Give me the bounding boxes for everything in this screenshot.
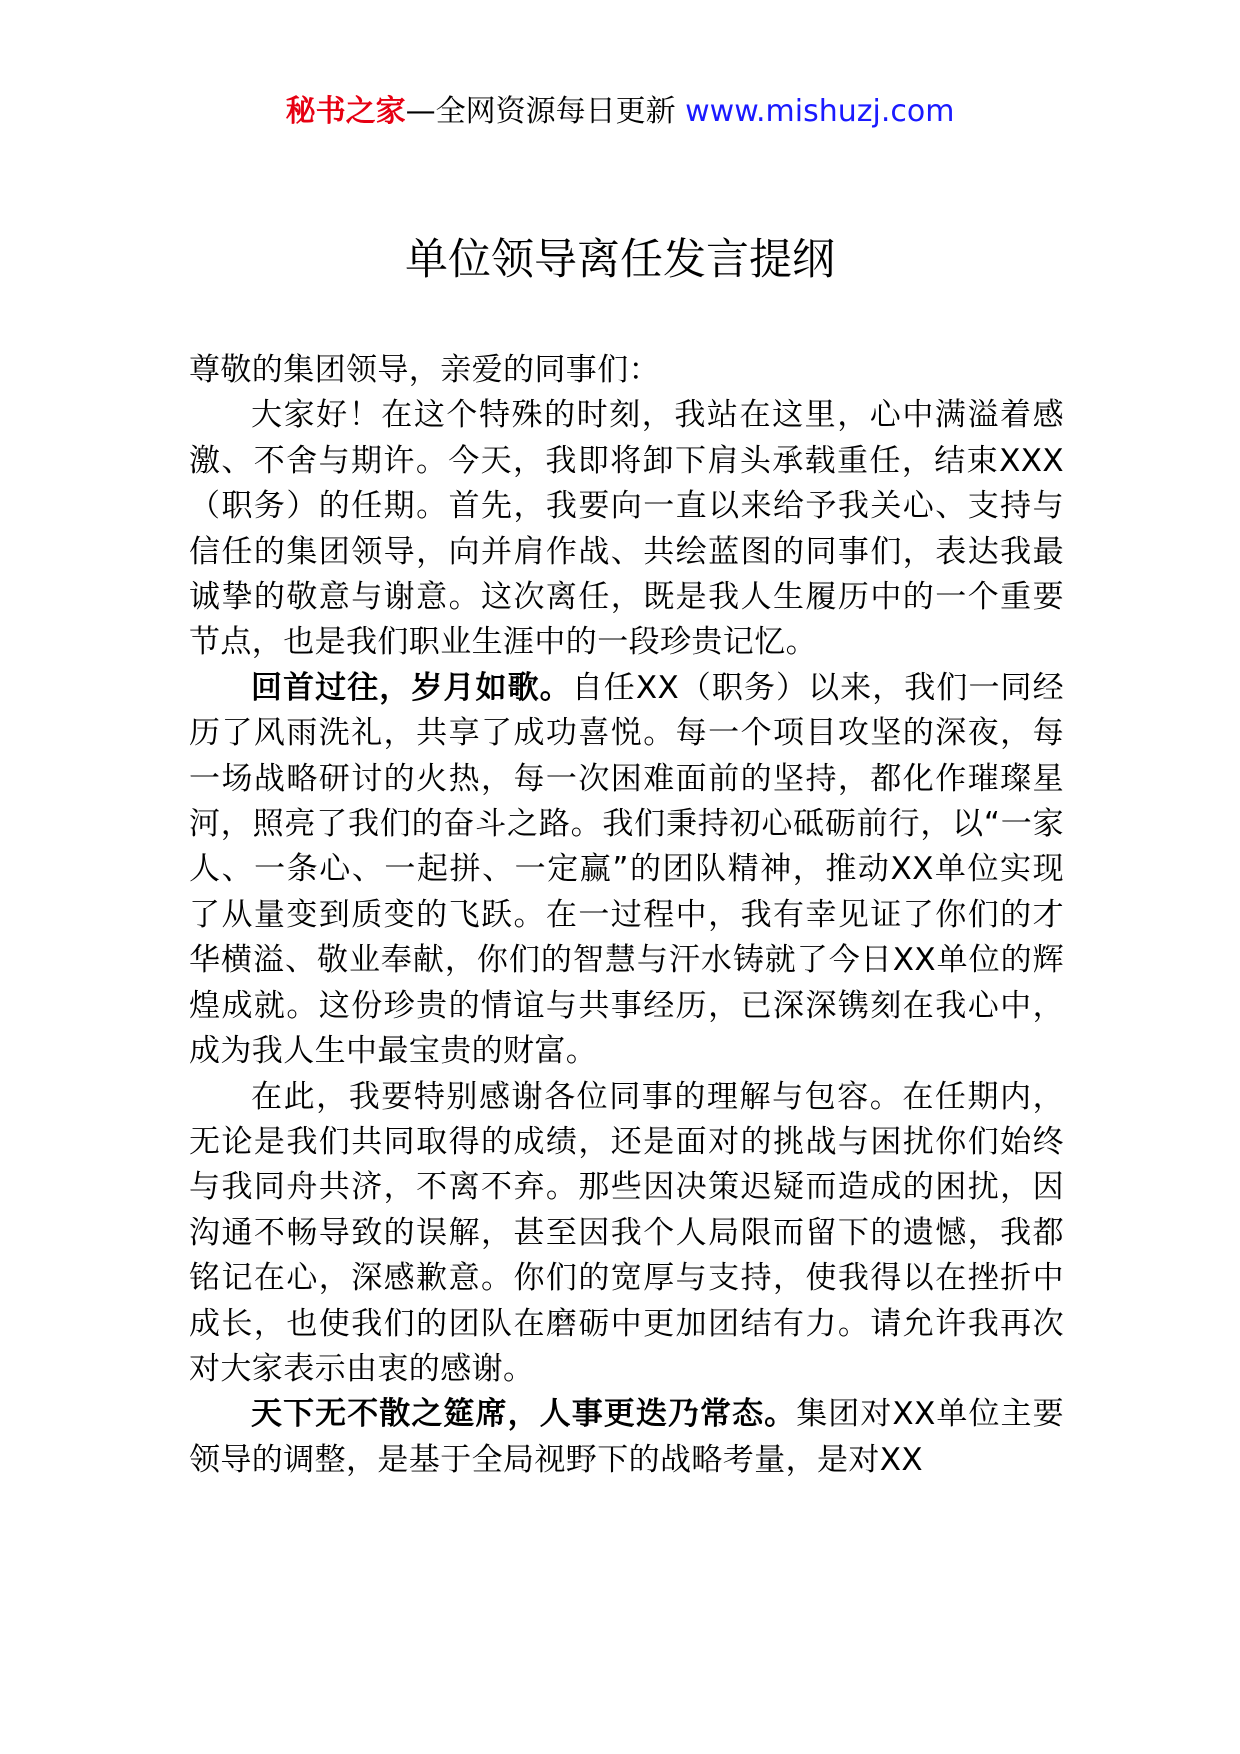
paragraph-review <box>189 666 1064 1075</box>
paragraph-text: 在此，我要特别感谢各位同事的理解与包容。在任期内，无论是我们共同取得的成绩，还是面对的挑战与困扰你们始终与我同舟共济，不离不弃。那些因决策迟疑而造成的困扰，因沟通不畅导致的误解，甚至因我个人局限而留下的遗憾，我都铭记在心，深感歉意。你们的宽厚与支持，使我得以在挫折中成长，也使我们的团队在磨砺中更加团结有力。请允许我再次对大家表示由衷的感谢。 <box>189 1078 1064 1387</box>
paragraph-text: 自任XX（职务）以来，我们一同经历了风雨洗礼，共享了成功喜悦。每一个项目攻坚的深夜，每一场战略研讨的火热，每一次困难面前的坚持，都化作璀璨星河，照亮了我们的奋斗之路。我们秉持初心砥砺前行，以“一家人、一条心、一起拼、一定赢”的团队精神，推动XX单位实现了从量变到质变的飞跃。在一过程中，我有幸见证了你们的才华横溢、敬业奉献，你们的智慧与汗水铸就了今日XX单位的辉煌成就。这份珍贵的情谊与共事经历，已深深镌刻在我心中，成为我人生中最宝贵的财富。 <box>189 669 1064 1070</box>
paragraph-greeting <box>189 393 1064 665</box>
document-body <box>189 348 1064 1483</box>
paragraph-transition <box>189 1392 1064 1483</box>
site-name[interactable]: 秘书之家 <box>285 94 406 129</box>
paragraph-lead: 天下无不散之筵席，人事更迭乃常态。 <box>251 1396 797 1433</box>
paragraph-text: 大家好！在这个特殊的时刻，我站在这里，心中满溢着感激、不舍与期许。今天，我即将卸下肩头承载重任，结束XXX（职务）的任期。首先，我要向一直以来给予我关心、支持与信任的集团领导，向并肩作战、共绘蓝图的同事们，表达我最诚挚的敬意与谢意。这次离任，既是我人生履历中的一个重要节点，也是我们职业生涯中的一段珍贵记忆。 <box>189 397 1064 661</box>
salutation: 尊敬的集团领导，亲爱的同事们： <box>189 352 660 388</box>
site-slogan: —全网资源每日更新 <box>405 94 686 129</box>
site-header <box>0 92 1240 132</box>
document-title: 单位领导离任发言提纲 <box>405 235 835 285</box>
site-url-link[interactable]: www.mishuzj.com <box>685 94 955 129</box>
paragraph-thanks <box>189 1075 1064 1393</box>
paragraph-text: 集团对XX单位主要领导的调整，是基于全局视野下的战略考量，是对XX <box>189 1396 1064 1478</box>
paragraph-lead: 回首过往，岁月如歌。 <box>251 669 572 706</box>
